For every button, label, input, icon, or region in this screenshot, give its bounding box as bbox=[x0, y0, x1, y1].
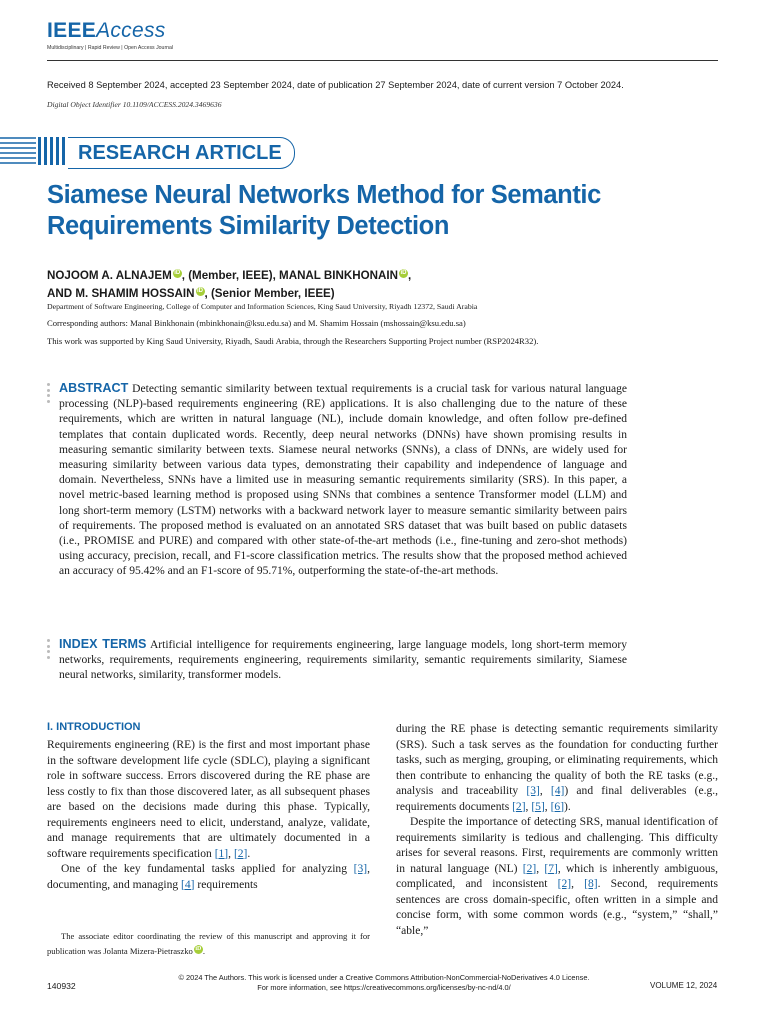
journal-logo bbox=[47, 20, 173, 51]
citation-link[interactable]: [2] bbox=[233, 847, 248, 860]
corresponding-authors: Corresponding authors: Manal Binkhonain (mbinkhonain@ksu.edu.sa) and M. Shamim Hossain (mshossain@ksu.edu.sa) bbox=[47, 318, 466, 328]
citation-link[interactable]: [2] bbox=[522, 862, 537, 875]
banner-stripes-graphic bbox=[0, 135, 70, 169]
license-url-line[interactable]: For more information, see https://creativecommons.org/licenses/by-nc-nd/4.0/ bbox=[257, 983, 511, 992]
orcid-icon[interactable]: iD bbox=[195, 946, 202, 953]
funding-note: This work was supported by King Saud University, Riyadh, Saudi Arabia, through the Researchers Supporting Project number (RSP2024R32). bbox=[47, 336, 539, 346]
page-number: 140932 bbox=[47, 981, 76, 991]
orcid-icon[interactable]: iD bbox=[197, 288, 203, 295]
abstract-label: ABSTRACT bbox=[59, 381, 129, 395]
paragraph: Despite the importance of detecting SRS, manual identification of requirements similarity is tedious and challenging. This difficulty arises for several reasons. First, requirements are commonly written in natural language (NL) [2], [7], which is inherently ambiguous, complicated, and inconsistent [2], [8]. Second, requirements sentences are cross domain-specific, often written in a simple and concise form, with some common words (e.g., “system,” “shall,” “able,” bbox=[396, 816, 718, 937]
editor-footnote: The associate editor coordinating the review of this manuscript and approving it for publication was Jolanta Mizera-Pietraszko iD . bbox=[47, 931, 370, 956]
paragraph-text: . Second, requirements sentences are cross domain-specific, often written in a simple and concise form, with some common words (e.g., “system,” “shall,” “able,” bbox=[396, 878, 718, 937]
index-terms-text: Artificial intelligence for requirements engineering, large language models, long short-term memory networks, requirements, requirements engineering, requirements similarity, semantic requirements similarity, Siamese neural networks, similarity, transformer models. bbox=[59, 639, 628, 682]
logo-ieee: IEEE bbox=[47, 19, 97, 42]
abstract bbox=[59, 381, 627, 580]
paragraph bbox=[47, 862, 370, 893]
license-line[interactable]: © 2024 The Authors. This work is licensed under a Creative Commons Attribution-NonCommercial-NoDerivatives 4.0 License. bbox=[178, 973, 590, 982]
paragraph-text: ) and final deliverables (e.g., requirements documents bbox=[396, 785, 718, 813]
volume-label: VOLUME 12, 2024 bbox=[650, 981, 718, 990]
affiliation: Department of Software Engineering, College of Computer and Information Sciences, King Saud University, Riyadh 12372, Saudi Arabia bbox=[47, 302, 478, 311]
received-dates: Received 8 September 2024, accepted 23 September 2024, date of publication 27 September 2024, date of current version 7 October 2024. bbox=[47, 80, 624, 90]
citation-link[interactable]: [1] bbox=[214, 847, 229, 860]
article-title: Siamese Neural Networks Method for Semantic Requirements Similarity Detection bbox=[47, 181, 601, 240]
abstract-text: Detecting semantic similarity between textual requirements is a crucial task for various natural language processing (NLP)-based requirements engineering (RE) applications. It is also challenging due to the nature of these requirements, which are written in natural language (NL), include domain knowledge, and often follow pre-defined templates that contain duplicated words. Recently, deep neural networks (DNNs) have shown promising results in measuring semantic similarity between texts. Siamese neural networks (SNNs), a class of DNNs, are widely used for measuring similarity between various data types, demonstrating their capability and independence of language and domain. Nevertheless, SNNs have a limited use in measuring semantic requirements similarity (SRS). In this paper, a novel metric-based learning method is proposed using SNNs that combines a sentence Transformer model (LLM) and long short-term memory (LSTM) networks with a backward network layer to measure semantic similarity between pairs of requirements. The proposed method is evaluated on an annotated SRS dataset that was built based on public datasets (i.e., PROMISE and PURE) and compared with other state-of-the-art methods (i.e., fine-tuning and zero-shot methods) using accuracy, precision, recall, and F1-score classification metrics. The results show that the proposed method achieved an accuracy of 95.42% and an F1-score of 95.71%, outperforming the state-of-the-art methods. bbox=[59, 383, 627, 578]
citation-link[interactable]: [2] bbox=[512, 800, 526, 813]
citation-link[interactable]: [6] bbox=[550, 800, 565, 813]
author-3-membership: , (Senior Member, IEEE) bbox=[204, 287, 335, 300]
author-1[interactable]: NOJOOM A. ALNAJEM bbox=[47, 269, 172, 282]
index-terms bbox=[59, 637, 627, 684]
footnote-text: The associate editor coordinating the review of this manuscript and approving it for publication was Jolanta Mizera-Pietraszko bbox=[47, 931, 370, 956]
paragraph-text: during the RE phase is detecting semantic requirements similarity (SRS). Such a task serves as the foundation for conducting further tasks, such as merging, grouping, or eliminating requirements, which then contribute to enhancing the quality of both the RE tasks (e.g., analysis and traceability bbox=[396, 723, 718, 797]
index-terms-label: INDEX TERMS bbox=[59, 637, 147, 651]
paragraph: during the RE phase is detecting semantic requirements similarity (SRS). Such a task serves as the foundation for conducting further tasks, such as merging, grouping, or eliminating requirements, which then contribute to enhancing the quality of both the RE tasks (e.g., analysis and traceability [3], [4]) and final deliverables (e.g., requirements documents [2], [5], [6]). bbox=[396, 723, 718, 813]
header-rule bbox=[47, 60, 718, 61]
author-3[interactable]: AND M. SHAMIM HOSSAIN bbox=[47, 287, 195, 300]
paragraph-text: requirements bbox=[194, 878, 258, 891]
paragraph-text: Despite the importance of detecting SRS, manual identification of requirements similarity is tedious and challenging. This difficulty arises for several reasons. First, requirements are commonly written in natural language (NL) bbox=[396, 816, 718, 875]
paragraph-text: , which is inherently ambiguous, complicated, and inconsistent bbox=[396, 862, 718, 890]
citation-link[interactable]: [4] bbox=[181, 878, 195, 891]
author-separator: , bbox=[407, 269, 412, 282]
citation-link[interactable]: [5] bbox=[531, 800, 545, 813]
logo-access: Access bbox=[96, 19, 166, 42]
paragraph-text: One of the key fundamental tasks applied for analyzing bbox=[61, 863, 354, 875]
logo-tagline: Multidisciplinary | Rapid Review | Open Access Journal bbox=[47, 45, 174, 51]
left-column bbox=[47, 738, 370, 893]
right-column bbox=[396, 722, 718, 939]
paragraph-text: Requirements engineering (RE) is the first and most important phase in the software development life cycle (SDLC), playing a significant role in software success. Errors discovered during the RE phase are less costly to fix than those discovered later, as all subsequent phases are based on the decisions made during this phase. Typically, requirements engineers need to elicit, understand, analyze, validate, and manage requirements that are ultimately documented in a software requirements specification bbox=[47, 739, 370, 860]
orcid-icon[interactable]: iD bbox=[174, 270, 181, 277]
citation-link[interactable]: [3] bbox=[353, 863, 368, 875]
citation-link[interactable]: [3] bbox=[526, 785, 540, 797]
article-type-banner: RESEARCH ARTICLE bbox=[68, 137, 295, 169]
orcid-icon[interactable]: iD bbox=[400, 270, 407, 277]
citation-link[interactable]: [4] bbox=[550, 785, 565, 797]
doi-line[interactable]: Digital Object Identifier 10.1109/ACCESS.2024.3469636 bbox=[47, 100, 222, 109]
citation-link[interactable]: [2] bbox=[557, 878, 572, 890]
paragraph-text: , documenting, and managing bbox=[47, 863, 370, 891]
index-terms-dots-decoration bbox=[47, 639, 51, 661]
author-list bbox=[47, 267, 727, 303]
paragraph: Requirements engineering (RE) is the first and most important phase in the software development life cycle (SDLC), playing a significant role in software success. Errors discovered during the RE phase are less costly to fix than those discovered later, as all subsequent phases are based on the decisions made during this phase. Typically, requirements engineers need to elicit, understand, analyze, validate, and manage requirements that are ultimately documented in a software requirements specification [1], [2]. bbox=[47, 739, 370, 860]
section-heading-introduction: I. INTRODUCTION bbox=[47, 721, 141, 733]
abstract-dots-decoration bbox=[47, 383, 51, 405]
citation-link[interactable]: [7] bbox=[544, 862, 558, 875]
paragraph-text: ). bbox=[564, 800, 571, 813]
citation-link[interactable]: [8] bbox=[584, 878, 598, 890]
author-1-membership: , (Member, IEEE), MANAL BINKHONAIN bbox=[181, 269, 398, 282]
